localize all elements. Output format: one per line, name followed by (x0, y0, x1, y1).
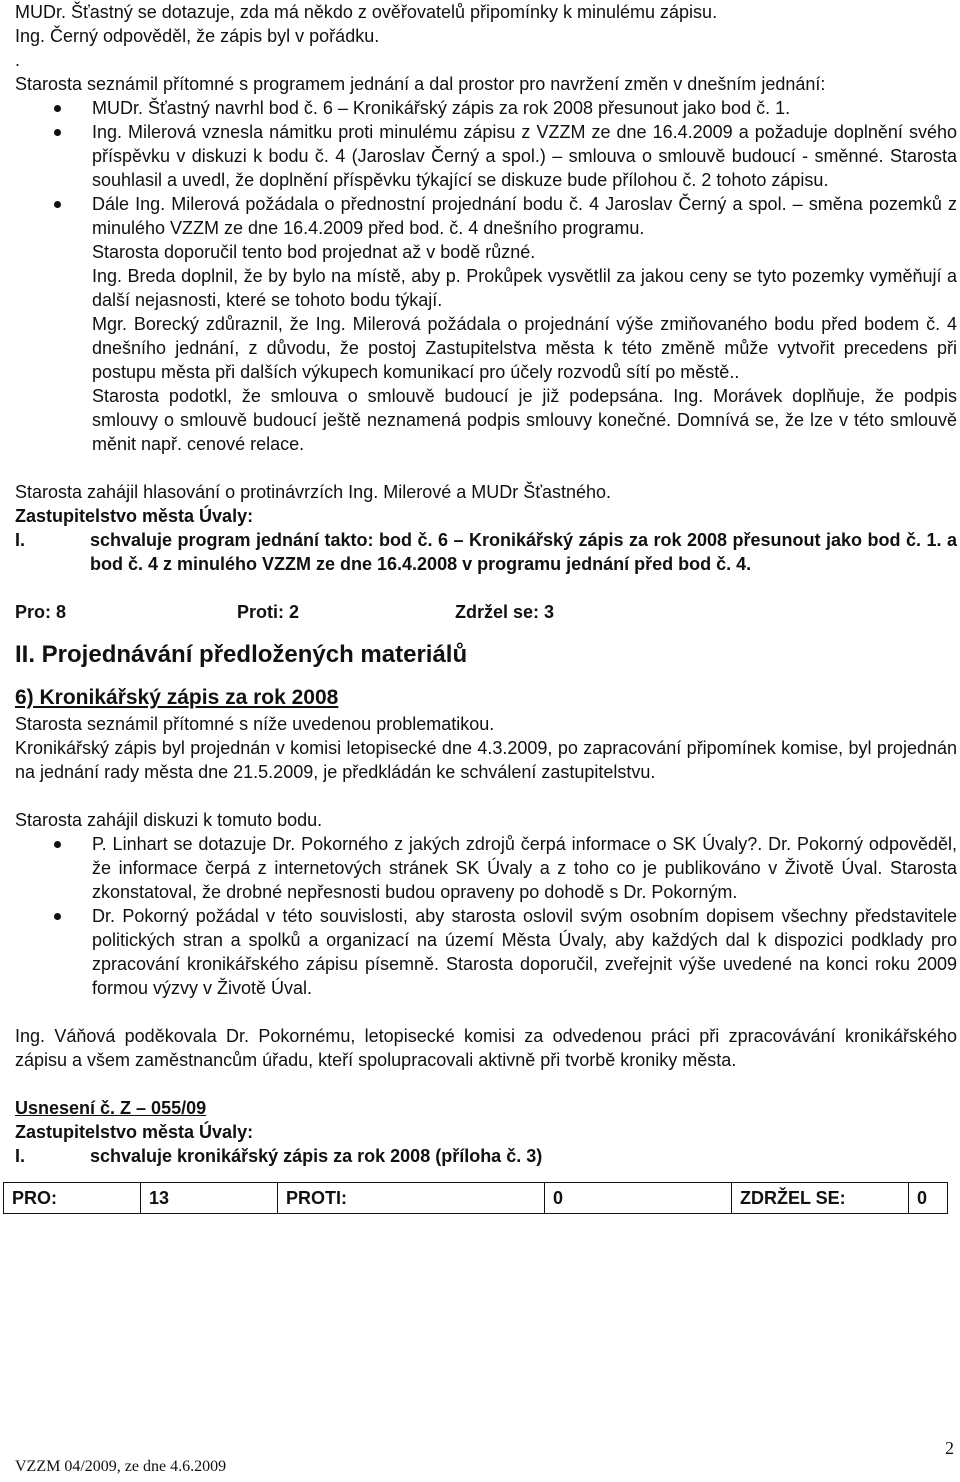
text-line: Ing. Černý odpověděl, že zápis byl v pořádku. (15, 26, 380, 46)
vote-intro: Starosta zahájil hlasování o protinávrzích Ing. Milerové a MUDr Šťastného. (15, 482, 612, 502)
section-heading: II. Projednávání předložených materiálů (15, 641, 468, 668)
list-item-text: Dále Ing. Milerová požádala o přednostní projednání bodu č. 4 Jaroslav Černý a spol. – směna pozemků z minulého VZZM ze dne 16.4.2009 před bod. č. 4 dnešního programu. (92, 194, 957, 238)
vote-abstain-label: ZDRŽEL SE: (732, 1183, 909, 1214)
vote-pro-label: PRO: (4, 1183, 141, 1214)
list-item-text: Dr. Pokorný požádal v této souvislosti, aby starosta oslovil svým osobním dopisem všechny představitele politických stran a spolků a organizací na území Města Úvaly, aby každých dal k dispozici podklady pro zpracování kronikářského zápisu písemně. Starosta doporučil, zveřejnit výše uvedené na konci roku 2009 formou výzvy v Životě Úval. (92, 906, 957, 998)
list-item (15, 904, 957, 1000)
council-label: Zastupitelstvo města Úvaly: (15, 1122, 254, 1142)
table-row (4, 1183, 948, 1214)
paragraph: Ing. Váňová poděkovala Dr. Pokornému, letopisecké komisi za odvedenou práci při zpracovávání kronikářského zápisu a všem zaměstnancům úřadu, kteří spolupracovali aktivně při tvorbě kroniky města. (15, 1026, 957, 1070)
list-item (15, 192, 957, 240)
vote-proti-label: PROTI: (278, 1183, 545, 1214)
resolution-item (15, 528, 957, 576)
list-item (15, 832, 957, 904)
text-line: . (15, 50, 21, 70)
proposal-list (15, 96, 957, 240)
vote-proti: Proti: 2 (237, 602, 300, 622)
list-item-text: MUDr. Šťastný navrhl bod č. 6 – Kronikářský zápis za rok 2008 přesunout jako bod č. 1. (92, 98, 791, 118)
resolution-text: schvaluje kronikářský zápis za rok 2008 (příloha č. 3) (90, 1146, 543, 1166)
discussion-list (15, 832, 957, 1000)
discussion-block (15, 240, 957, 456)
vote-pro-value: 13 (141, 1183, 278, 1214)
resolution-item (15, 1144, 957, 1168)
list-item-extra: Starosta souhlasil a uvedl, že doplnění příspěvku týkající se diskuze bude přílohou č. 2 tohoto zápisu. (92, 146, 957, 190)
vote-abstain-value: 0 (909, 1183, 948, 1214)
vote-result (15, 600, 957, 624)
paragraph: Starosta podotkl, že smlouva o smlouvě budoucí je již podepsána. Ing. Morávek doplňuje, že podpis smlouvy o smlouvě budoucí ještě neznamená podpis smlouvy konečné. Domnívá se, že lze v této smlouvě měnit např. cenové relace. (92, 386, 957, 454)
text-line: MUDr. Šťastný se dotazuje, zda má někdo z ověřovatelů připomínky k minulému zápisu. (15, 2, 718, 22)
vote-table (3, 1182, 948, 1214)
council-label: Zastupitelstvo města Úvaly: (15, 506, 254, 526)
text-line: Starosta seznámil přítomné s programem jednání a dal prostor pro navržení změn v dnešním jednání: (15, 74, 826, 94)
document-page (12, 0, 957, 1214)
paragraph: Starosta zahájil diskuzi k tomuto bodu. (15, 810, 323, 830)
item-heading: 6) Kronikářský zápis za rok 2008 (15, 686, 339, 709)
paragraph: Starosta doporučil tento bod projednat až v bodě různé. (92, 242, 536, 262)
list-item-text: P. Linhart se dotazuje Dr. Pokorného z jakých zdrojů čerpá informace o SK Úvaly?. Dr. Pokorný odpověděl, že informace čerpá z internetových stránek SK Úvaly a z toho co je publikováno v Životě Úval. Starosta zkonstatoval, že drobné nepřesnosti budou opraveny po dohodě s Dr. Pokorným. (92, 834, 957, 902)
resolution-number: I. (15, 1146, 26, 1166)
resolution-number-heading: Usnesení č. Z – 055/09 (15, 1098, 207, 1118)
list-item (15, 96, 957, 120)
vote-proti-value: 0 (545, 1183, 732, 1214)
paragraph: Mgr. Borecký zdůraznil, že Ing. Milerová požádala o projednání výše zmiňovaného bodu před bodem č. 4 dnešního jednání, z důvodu, že postoj Zastupitelstva města k této změně může vytvořit precedens při postupu města při dalších výkupech komunikací pro účely rozvodů sítí po městě.. (92, 314, 957, 382)
resolution-text: schvaluje program jednání takto: bod č. 6 – Kronikářský zápis za rok 2008 přesunout jako bod č. 1. a bod č. 4 z minulého VZZM ze dne 16.4.2008 v programu jednání před bod č. 4. (90, 530, 957, 574)
list-item-text: Ing. Milerová vznesla námitku proti minulému zápisu z VZZM ze dne 16.4.2009 a požaduje doplnění svého příspěvku v diskuzi k bodu č. 4 (Jaroslav Černý a spol.) – smlouva o smlouvě budoucí - směnné. (92, 122, 957, 166)
vote-pro: Pro: 8 (15, 602, 67, 622)
vote-abstain: Zdržel se: 3 (455, 602, 555, 622)
resolution-number: I. (15, 530, 26, 550)
list-item (15, 120, 957, 192)
footer: VZZM 04/2009, ze dne 4.6.2009 (15, 1458, 227, 1475)
paragraph: Starosta seznámil přítomné s níže uvedenou problematikou. (15, 714, 495, 734)
paragraph: Kronikářský zápis byl projednán v komisi letopisecké dne 4.3.2009, po zapracování připomínek komise, byl projednán na jednání rady města dne 21.5.2009, je předkládán ke schválení zastupitelstvu. (15, 738, 957, 782)
paragraph: Ing. Breda doplnil, že by bylo na místě, aby p. Prokůpek vysvětlil za jakou ceny se tyto pozemky vyměňují a další nejasnosti, které se tohoto bodu týkají. (92, 266, 957, 310)
page-number: 2 (945, 1438, 954, 1458)
